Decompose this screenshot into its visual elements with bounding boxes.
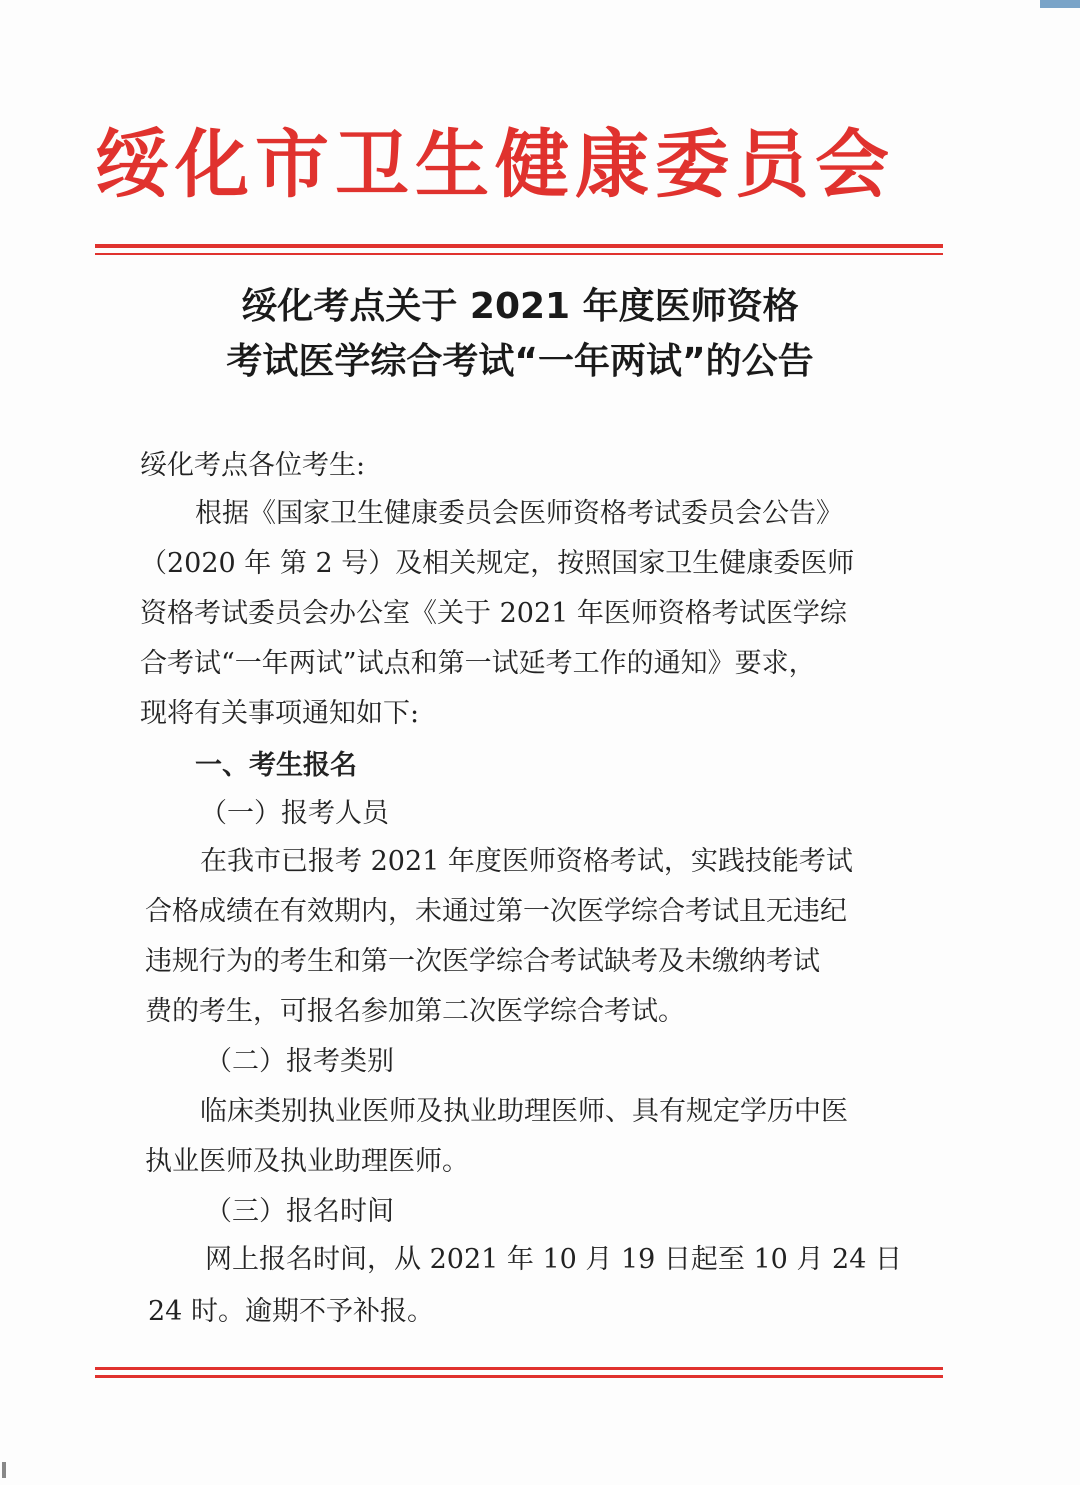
subsection-heading-time: （三）报名时间: [205, 1196, 394, 1227]
document-title-line-2: 考试医学综合考试“一年两试”的公告: [226, 341, 814, 382]
salutation: 绥化考点各位考生:: [140, 450, 366, 481]
letterhead-organization: 绥化市卫生健康委员会: [95, 122, 895, 208]
paragraph-line: 执业医师及执业助理医师。: [145, 1146, 469, 1177]
paragraph-line: 合格成绩在有效期内，未通过第一次医学综合考试且无违纪: [145, 896, 847, 927]
subsection-heading-category: （二）报考类别: [205, 1046, 394, 1077]
subsection-heading-applicants: （一）报考人员: [200, 798, 389, 829]
paragraph-line: 临床类别执业医师及执业助理医师、具有规定学历中医: [200, 1096, 848, 1127]
footer-rule-thick: [95, 1367, 943, 1370]
paragraph-line: 违规行为的考生和第一次医学综合考试缺考及未缴纳考试: [145, 946, 820, 977]
intro-line: （2020 年 第 2 号）及相关规定，按照国家卫生健康委医师: [140, 548, 855, 579]
intro-line: 合考试“一年两试”试点和第一试延考工作的通知》要求，: [140, 648, 816, 679]
letterhead-rule-thin: [95, 253, 943, 255]
intro-line: 根据《国家卫生健康委员会医师资格考试委员会公告》: [195, 498, 843, 529]
paragraph-line: 在我市已报考 2021 年度医师资格考试，实践技能考试: [200, 846, 853, 877]
scan-corner-mark: [1040, 0, 1080, 8]
scan-edge-mark: [2, 1462, 6, 1478]
footer-rule-thin: [95, 1375, 943, 1378]
letterhead-rule-thick: [95, 244, 943, 248]
document-title-line-1: 绥化考点关于 2021 年度医师资格: [241, 286, 799, 327]
intro-line: 现将有关事项通知如下:: [140, 698, 420, 729]
section-heading-registration: 一、考生报名: [195, 750, 357, 781]
paragraph-line: 24 时。逾期不予补报。: [148, 1296, 434, 1327]
intro-line: 资格考试委员会办公室《关于 2021 年医师资格考试医学综: [140, 598, 847, 629]
paragraph-line: 网上报名时间，从 2021 年 10 月 19 日起至 10 月 24 日: [205, 1244, 902, 1275]
paragraph-line: 费的考生，可报名参加第二次医学综合考试。: [145, 996, 685, 1027]
